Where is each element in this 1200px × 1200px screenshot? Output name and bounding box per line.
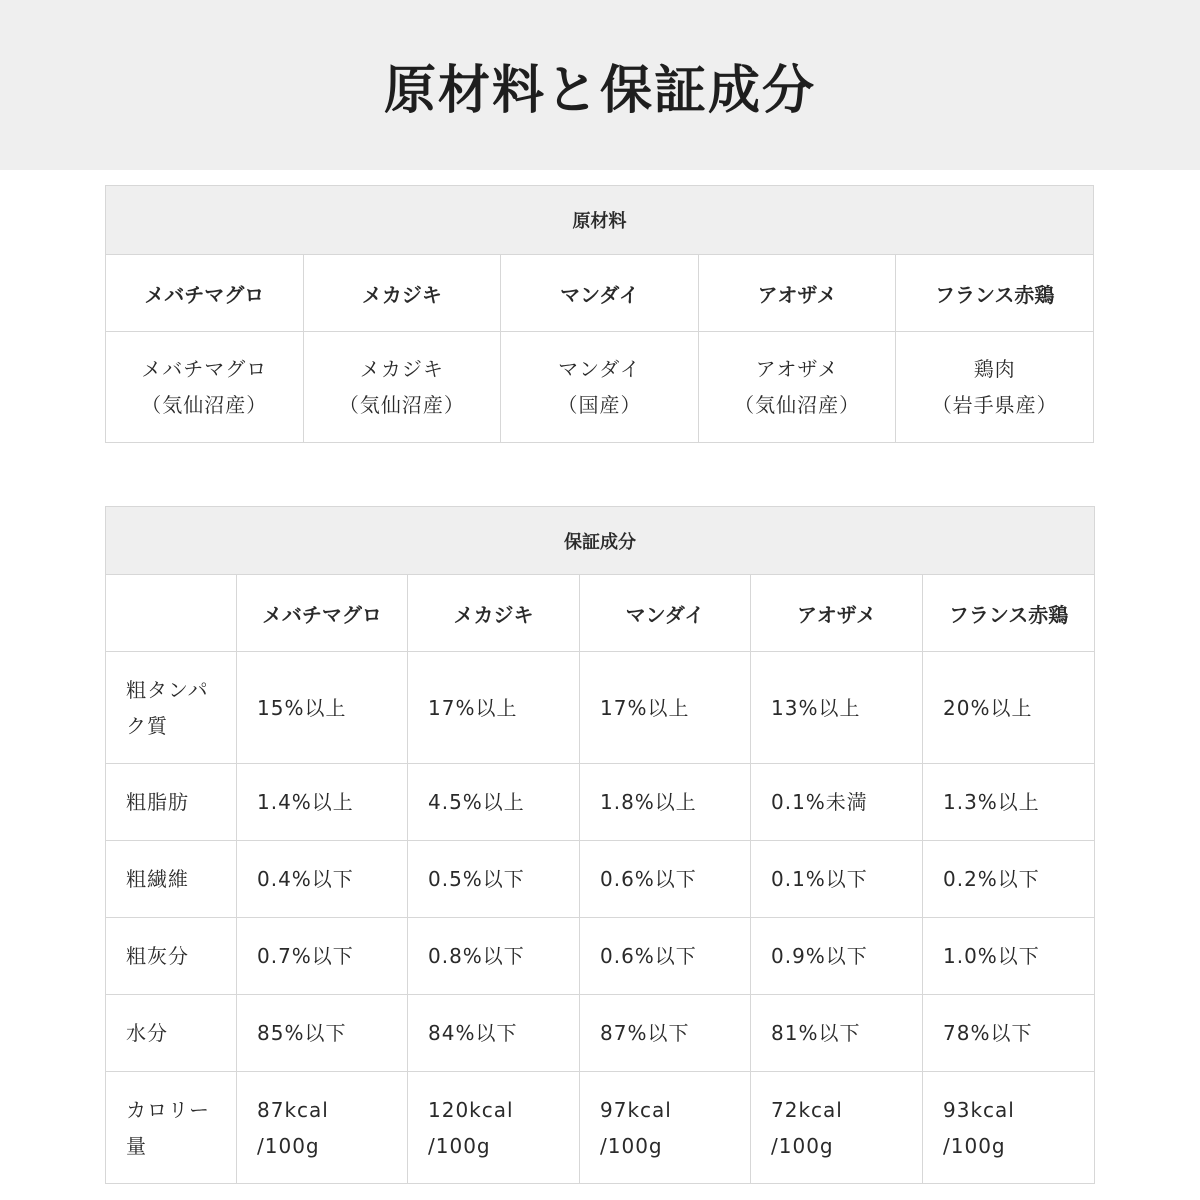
- nutrient-value: 0.6%以下: [600, 867, 697, 891]
- ingredients-column-header: メバチマグロ: [106, 255, 304, 332]
- nutrient-value: 93kcal: [943, 1097, 1015, 1122]
- nutrient-value-cell: [923, 764, 1095, 841]
- page-title: 原材料と保証成分: [383, 60, 816, 121]
- table-row: [106, 995, 1095, 1072]
- ingredients-cell: [303, 332, 501, 443]
- nutrient-value: 0.6%以下: [600, 944, 697, 968]
- nutrient-value-cell: [580, 1072, 751, 1184]
- nutrient-value-cell: [923, 841, 1095, 918]
- nutrient-value-cell: [751, 1072, 923, 1184]
- nutrient-value-cell: [580, 995, 751, 1072]
- nutrient-value-cell: [751, 841, 923, 918]
- nutrient-value-cell: [408, 1072, 580, 1184]
- nutrient-value: 120kcal: [428, 1097, 514, 1122]
- nutrient-value: 97kcal: [600, 1097, 672, 1122]
- nutrient-value-cell: [237, 995, 408, 1072]
- nutrient-value: /100g: [943, 1133, 1006, 1158]
- nutrient-value: 0.7%以下: [257, 944, 354, 968]
- page-header: [0, 0, 1200, 170]
- nutrient-value-cell: [580, 918, 751, 995]
- ingredients-cell: [106, 332, 304, 443]
- nutrient-label: [106, 764, 237, 841]
- nutrient-label: [106, 995, 237, 1072]
- nutrient-label: [106, 841, 237, 918]
- nutrient-value: 1.3%以上: [943, 790, 1040, 814]
- nutrient-value: 20%以上: [943, 695, 1033, 720]
- nutrient-value: 78%以下: [943, 1021, 1033, 1045]
- nutrient-label: [106, 1072, 237, 1184]
- nutrient-value: 17%以上: [428, 695, 518, 720]
- nutrient-value: 17%以上: [600, 695, 690, 720]
- nutrient-value: /100g: [771, 1133, 834, 1158]
- table-row: [106, 918, 1095, 995]
- nutrient-label-line: カロリー: [126, 1097, 210, 1122]
- nutrient-value-cell: [751, 995, 923, 1072]
- ingredients-table: [105, 185, 1094, 443]
- nutrient-value-cell: [408, 841, 580, 918]
- nutrient-value-cell: [923, 652, 1095, 764]
- nutrient-value: 81%以下: [771, 1021, 861, 1045]
- nutrient-value-cell: [751, 652, 923, 764]
- ingredient-origin: （気仙沼産）: [734, 393, 861, 417]
- nutrient-value-cell: [237, 1072, 408, 1184]
- ingredient-name: アオザメ: [755, 357, 839, 381]
- analysis-column-header: メバチマグロ: [237, 575, 408, 652]
- nutrient-value: 15%以上: [257, 695, 347, 720]
- table-row: [106, 841, 1095, 918]
- nutrient-value: 0.9%以下: [771, 944, 868, 968]
- ingredients-caption: 原材料: [106, 186, 1094, 255]
- nutrient-label-line: ク質: [126, 713, 168, 738]
- ingredients-cell: [501, 332, 699, 443]
- analysis-corner-cell: [106, 575, 237, 652]
- nutrient-label-line: 粗タンパ: [126, 677, 209, 702]
- nutrient-label: [106, 918, 237, 995]
- ingredients-column-header: フランス赤鶏: [896, 255, 1094, 332]
- nutrient-value-cell: [580, 652, 751, 764]
- nutrient-value-cell: [408, 652, 580, 764]
- ingredients-column-header: メカジキ: [303, 255, 501, 332]
- ingredient-name: メバチマグロ: [141, 357, 268, 381]
- nutrient-label: [106, 652, 237, 764]
- ingredients-cell: [896, 332, 1094, 443]
- nutrient-value: /100g: [428, 1133, 491, 1158]
- nutrient-value: 84%以下: [428, 1021, 518, 1045]
- analysis-column-header: フランス赤鶏: [923, 575, 1095, 652]
- analysis-table: [105, 506, 1095, 1184]
- nutrient-label-line: 粗繊維: [126, 867, 189, 891]
- ingredients-column-header: マンダイ: [501, 255, 699, 332]
- analysis-caption: 保証成分: [106, 507, 1095, 575]
- nutrient-value: 13%以上: [771, 695, 861, 720]
- nutrient-value-cell: [408, 764, 580, 841]
- analysis-column-header: アオザメ: [751, 575, 923, 652]
- nutrient-value-cell: [751, 918, 923, 995]
- nutrient-value-cell: [923, 995, 1095, 1072]
- analysis-column-header: マンダイ: [580, 575, 751, 652]
- nutrient-value-cell: [580, 764, 751, 841]
- ingredient-name: マンダイ: [558, 357, 641, 381]
- nutrient-label-line: 粗灰分: [126, 944, 189, 968]
- nutrient-value-cell: [580, 841, 751, 918]
- nutrient-label-line: 粗脂肪: [126, 790, 189, 814]
- nutrient-value: /100g: [600, 1133, 663, 1158]
- nutrient-value: 4.5%以上: [428, 790, 525, 814]
- nutrient-value: 1.0%以下: [943, 944, 1040, 968]
- ingredients-cell: [698, 332, 896, 443]
- nutrient-value: 0.2%以下: [943, 867, 1040, 891]
- nutrient-value-cell: [751, 764, 923, 841]
- nutrient-value-cell: [923, 918, 1095, 995]
- nutrient-value: /100g: [257, 1133, 320, 1158]
- analysis-column-header: メカジキ: [408, 575, 580, 652]
- nutrient-value-cell: [408, 995, 580, 1072]
- nutrient-value: 0.4%以下: [257, 867, 354, 891]
- ingredient-name: メカジキ: [359, 357, 444, 381]
- nutrient-value: 1.4%以上: [257, 790, 354, 814]
- nutrient-value-cell: [923, 1072, 1095, 1184]
- table-row: [106, 652, 1095, 764]
- nutrient-value: 0.1%以下: [771, 867, 868, 891]
- nutrient-value: 1.8%以上: [600, 790, 697, 814]
- nutrient-value: 0.5%以下: [428, 867, 525, 891]
- nutrient-value-cell: [237, 841, 408, 918]
- ingredient-origin: （岩手県産）: [931, 393, 1058, 417]
- ingredient-origin: （気仙沼産）: [338, 393, 465, 417]
- nutrient-value-cell: [408, 918, 580, 995]
- nutrient-value-cell: [237, 652, 408, 764]
- nutrient-value: 72kcal: [771, 1097, 843, 1122]
- nutrient-value-cell: [237, 918, 408, 995]
- table-row: [106, 1072, 1095, 1184]
- table-row: [106, 764, 1095, 841]
- ingredient-origin: （国産）: [557, 393, 642, 417]
- nutrient-value-cell: [237, 764, 408, 841]
- ingredient-origin: （気仙沼産）: [141, 393, 268, 417]
- nutrient-value: 87%以下: [600, 1021, 690, 1045]
- nutrient-label-line: 水分: [126, 1021, 168, 1045]
- nutrient-label-line: 量: [126, 1133, 147, 1158]
- ingredients-column-header: アオザメ: [698, 255, 896, 332]
- nutrient-value: 85%以下: [257, 1021, 347, 1045]
- nutrient-value: 87kcal: [257, 1097, 329, 1122]
- nutrient-value: 0.8%以下: [428, 944, 525, 968]
- nutrient-value: 0.1%未満: [771, 790, 868, 814]
- ingredient-name: 鶏肉: [973, 357, 1016, 381]
